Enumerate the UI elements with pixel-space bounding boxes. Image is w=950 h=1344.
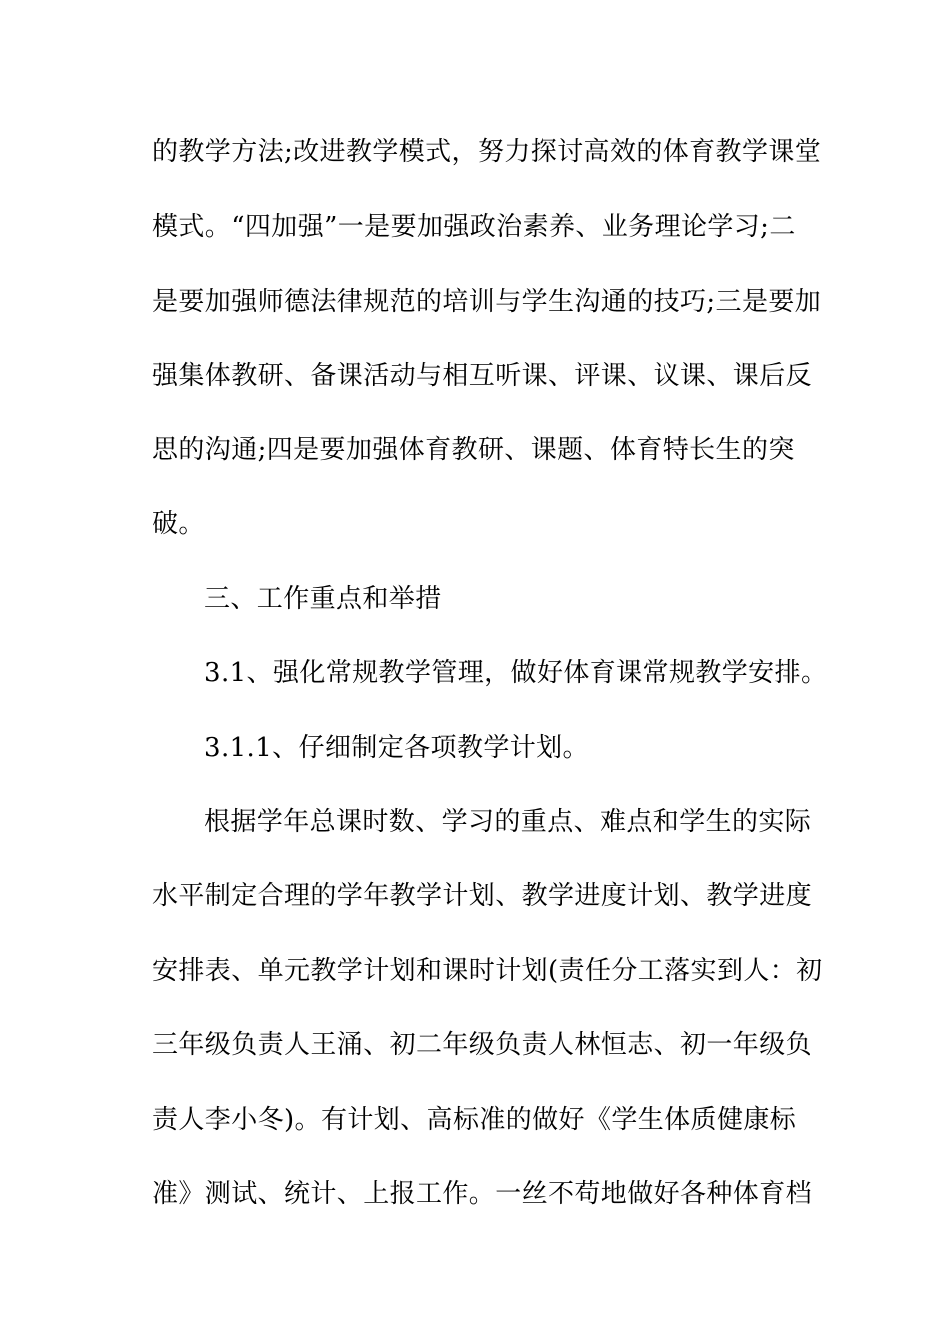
text-line: 的教学方法;改进教学模式，努力探讨高效的体育教学课堂 [152,137,822,167]
text-line: 水平制定合理的学年教学计划、教学进度计划、教学进度 [152,881,813,911]
text-line: 安排表、单元教学计划和课时计划(责任分工落实到人：初 [152,956,823,986]
text-line: 三年级负责人王涌、初二年级负责人林恒志、初一年级负 [152,1030,813,1060]
paragraph-first-line: 根据学年总课时数、学习的重点、难点和学生的实际 [204,807,812,837]
text-line: 破。 [152,509,205,539]
section-heading: 三、工作重点和举措 [204,584,442,614]
subsubsection-heading: 3.1.1、仔细制定各项教学计划。 [204,733,589,763]
text-line: 责人李小冬)。有计划、高标准的做好《学生体质健康标 [152,1105,797,1135]
subsection-heading: 3.1、强化常规教学管理，做好体育课常规教学安排。 [204,658,828,688]
text-line: 准》测试、统计、上报工作。一丝不苟地做好各种体育档 [152,1179,813,1209]
text-line: 强集体教研、备课活动与相互听课、评课、议课、课后反 [152,361,813,391]
text-line: 思的沟通;四是要加强体育教研、课题、体育特长生的突 [152,435,795,465]
text-line: 模式。“四加强”一是要加强政治素养、业务理论学习;二 [152,212,796,242]
text-line: 是要加强师德法律规范的培训与学生沟通的技巧;三是要加 [152,287,822,317]
